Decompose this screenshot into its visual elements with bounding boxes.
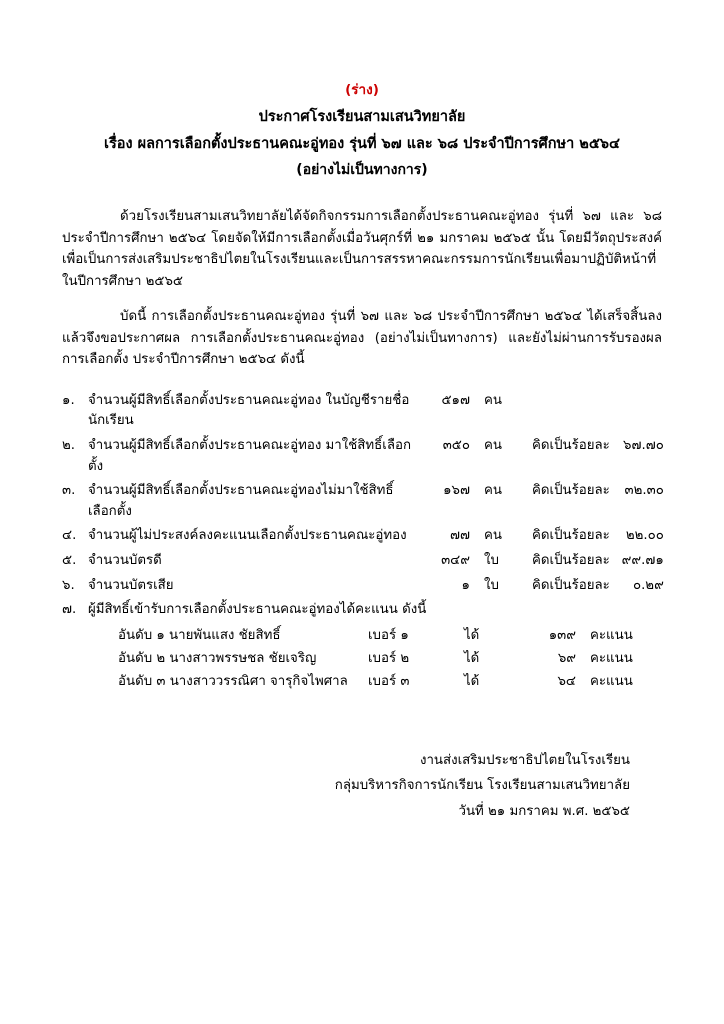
document-body	[62, 78, 662, 695]
candidate-got-label: ได้	[464, 674, 480, 690]
result-label: จำนวนบัตรเสีย	[88, 577, 174, 593]
result-row	[62, 551, 662, 572]
result-percent-value: ๒๒.๐๐	[625, 528, 664, 544]
candidate-row	[62, 625, 662, 646]
result-percent-value: ๖๗.๗๐	[623, 437, 664, 453]
signature-line-3: วันที่ ๒๑ มกราคม พ.ศ. ๒๕๖๕	[458, 803, 630, 819]
result-unit: คน	[484, 437, 502, 453]
result-number: ๑.	[62, 392, 75, 408]
document-title-line-3: (อย่างไม่เป็นทางการ)	[296, 162, 428, 179]
result-unit: ใบ	[484, 553, 499, 568]
candidate-score: ๖๙	[557, 651, 576, 667]
result-percent	[532, 526, 664, 547]
result-number: ๔.	[62, 528, 77, 544]
result-percent	[532, 436, 664, 457]
candidate-row	[62, 671, 662, 692]
result-unit: คน	[484, 483, 502, 499]
result-value: ๑	[461, 577, 470, 593]
result-percent-label: คิดเป็นร้อยละ	[532, 553, 610, 568]
result-label: จำนวนผู้มีสิทธิ์เลือกตั้งประธานคณะอู่ทอง ในบัญชีรายชื่อนักเรียน	[88, 392, 410, 429]
result-number: ๓.	[62, 483, 76, 499]
candidates-heading-row	[62, 600, 662, 621]
candidate-name: อันดับ ๑ นายพันแสง ชัยสิทธิ์	[118, 627, 281, 643]
candidate-got-label: ได้	[464, 627, 480, 643]
result-value: ๓๕๐	[442, 437, 470, 453]
result-percent-label: คิดเป็นร้อยละ	[532, 437, 610, 453]
result-percent	[532, 391, 662, 412]
result-value: ๑๖๗	[443, 483, 470, 499]
result-row	[62, 481, 662, 522]
result-label: จำนวนผู้มีสิทธิ์เลือกตั้งประธานคณะอู่ทอง มาใช้สิทธิ์เลือกตั้ง	[88, 437, 412, 474]
result-value: ๗๗	[450, 528, 470, 544]
result-unit: ใบ	[484, 577, 499, 593]
candidate-name: อันดับ ๓ นางสาววรรณิศา จารุกิจไพศาล	[118, 674, 348, 690]
result-row	[62, 576, 662, 597]
candidate-name: อันดับ ๒ นางสาวพรรษชล ชัยเจริญ	[118, 651, 317, 667]
results-list	[62, 391, 662, 693]
candidate-ballot-number: เบอร์ ๒	[368, 651, 410, 667]
result-value: ๓๔๙	[441, 553, 470, 568]
candidate-score: ๖๔	[557, 674, 576, 690]
candidate-score-unit: คะแนน	[590, 651, 633, 667]
paragraph-announcement	[62, 306, 662, 371]
signature-line-1: งานส่งเสริมประชาธิปไตยในโรงเรียน	[419, 753, 630, 768]
result-percent-label: คิดเป็นร้อยละ	[532, 483, 610, 499]
result-percent	[532, 576, 664, 597]
result-percent-value: ๐.๒๙	[632, 577, 664, 593]
candidates-heading-number: ๗.	[62, 602, 77, 618]
draft-marker: (ร่าง)	[345, 82, 379, 98]
result-unit: คน	[484, 528, 502, 544]
paragraph-intro	[62, 206, 662, 292]
result-number: ๒.	[62, 437, 75, 453]
result-percent-value: ๙๙.๗๑	[621, 553, 664, 568]
result-value: ๕๑๗	[441, 392, 470, 408]
result-percent	[532, 481, 664, 502]
signature-line-2: กลุ่มบริหารกิจการนักเรียน โรงเรียนสามเสนวิทยาลัย	[334, 778, 630, 794]
candidate-ballot-number: เบอร์ ๓	[368, 674, 410, 690]
result-unit: คน	[484, 392, 502, 408]
document-title-line-1: ประกาศโรงเรียนสามเสนวิทยาลัย	[258, 109, 466, 125]
result-percent-label: คิดเป็นร้อยละ	[532, 528, 610, 544]
candidate-score-unit: คะแนน	[590, 674, 633, 690]
result-number: ๕.	[62, 553, 77, 568]
result-label: จำนวนผู้มีสิทธิ์เลือกตั้งประธานคณะอู่ทองไม่มาใช้สิทธิ์เลือกตั้ง	[88, 483, 394, 519]
document-title-line-2: เรื่อง ผลการเลือกตั้งประธานคณะอู่ทอง รุ่นที่ ๖๗ และ ๖๘ ประจำปีการศึกษา ๒๕๖๔	[104, 135, 620, 152]
paragraph-intro-text: ด้วยโรงเรียนสามเสนวิทยาลัยได้จัดกิจกรรมการเลือกตั้งประธานคณะอู่ทอง รุ่นที่ ๖๗ และ ๖๘ ประจำปีการศึกษา ๒๕๖๔ โดยจัดให้มีการเลือกตั้งเมื่อวันศุกร์ที่ ๒๑ มกราคม ๒๕๖๕ นั้น โดยมีวัตถุประสงค์เพื่อเป็นการส่งเสริมประชาธิปไตยในโรงเรียนและเป็นการสรรหาคณะกรรมการนักเรียนเพื่อมาปฏิบัติหน้าที่ในปีการศึกษา ๒๕๖๕	[62, 209, 662, 289]
candidate-got-label: ได้	[464, 651, 480, 667]
result-label: จำนวนผู้ไม่ประสงค์ลงคะแนนเลือกตั้งประธานคณะอู่ทอง	[88, 528, 407, 544]
paragraph-announcement-text: บัดนี้ การเลือกตั้งประธานคณะอู่ทอง รุ่นที่ ๖๗ และ ๖๘ ประจำปีการศึกษา ๒๕๖๔ ได้เสร็จสิ้นลงแล้วจึงขอประกาศผล การเลือกตั้งประธานคณะอู่ทอง (อย่างไม่เป็นทางการ) และยังไม่ผ่านการรับรองผลการเลือกตั้ง ประจำปีการศึกษา ๒๕๖๔ ดังนี้	[62, 309, 662, 368]
result-row	[62, 526, 662, 547]
result-row	[62, 391, 662, 432]
result-percent-label: คิดเป็นร้อยละ	[532, 577, 610, 593]
result-percent	[532, 551, 664, 572]
signature-block	[62, 748, 662, 824]
result-label: จำนวนบัตรดี	[88, 553, 162, 568]
candidate-score: ๑๓๙	[548, 627, 576, 643]
candidate-score-unit: คะแนน	[590, 627, 633, 643]
candidate-row	[62, 648, 662, 669]
candidate-ballot-number: เบอร์ ๑	[368, 627, 409, 643]
result-number: ๖.	[62, 577, 75, 593]
result-row	[62, 436, 662, 477]
candidates-heading-label: ผู้มีสิทธิ์เข้ารับการเลือกตั้งประธานคณะอู่ทองได้คะแนน ดังนี้	[88, 602, 427, 618]
result-percent-value: ๓๒.๓๐	[624, 483, 664, 499]
